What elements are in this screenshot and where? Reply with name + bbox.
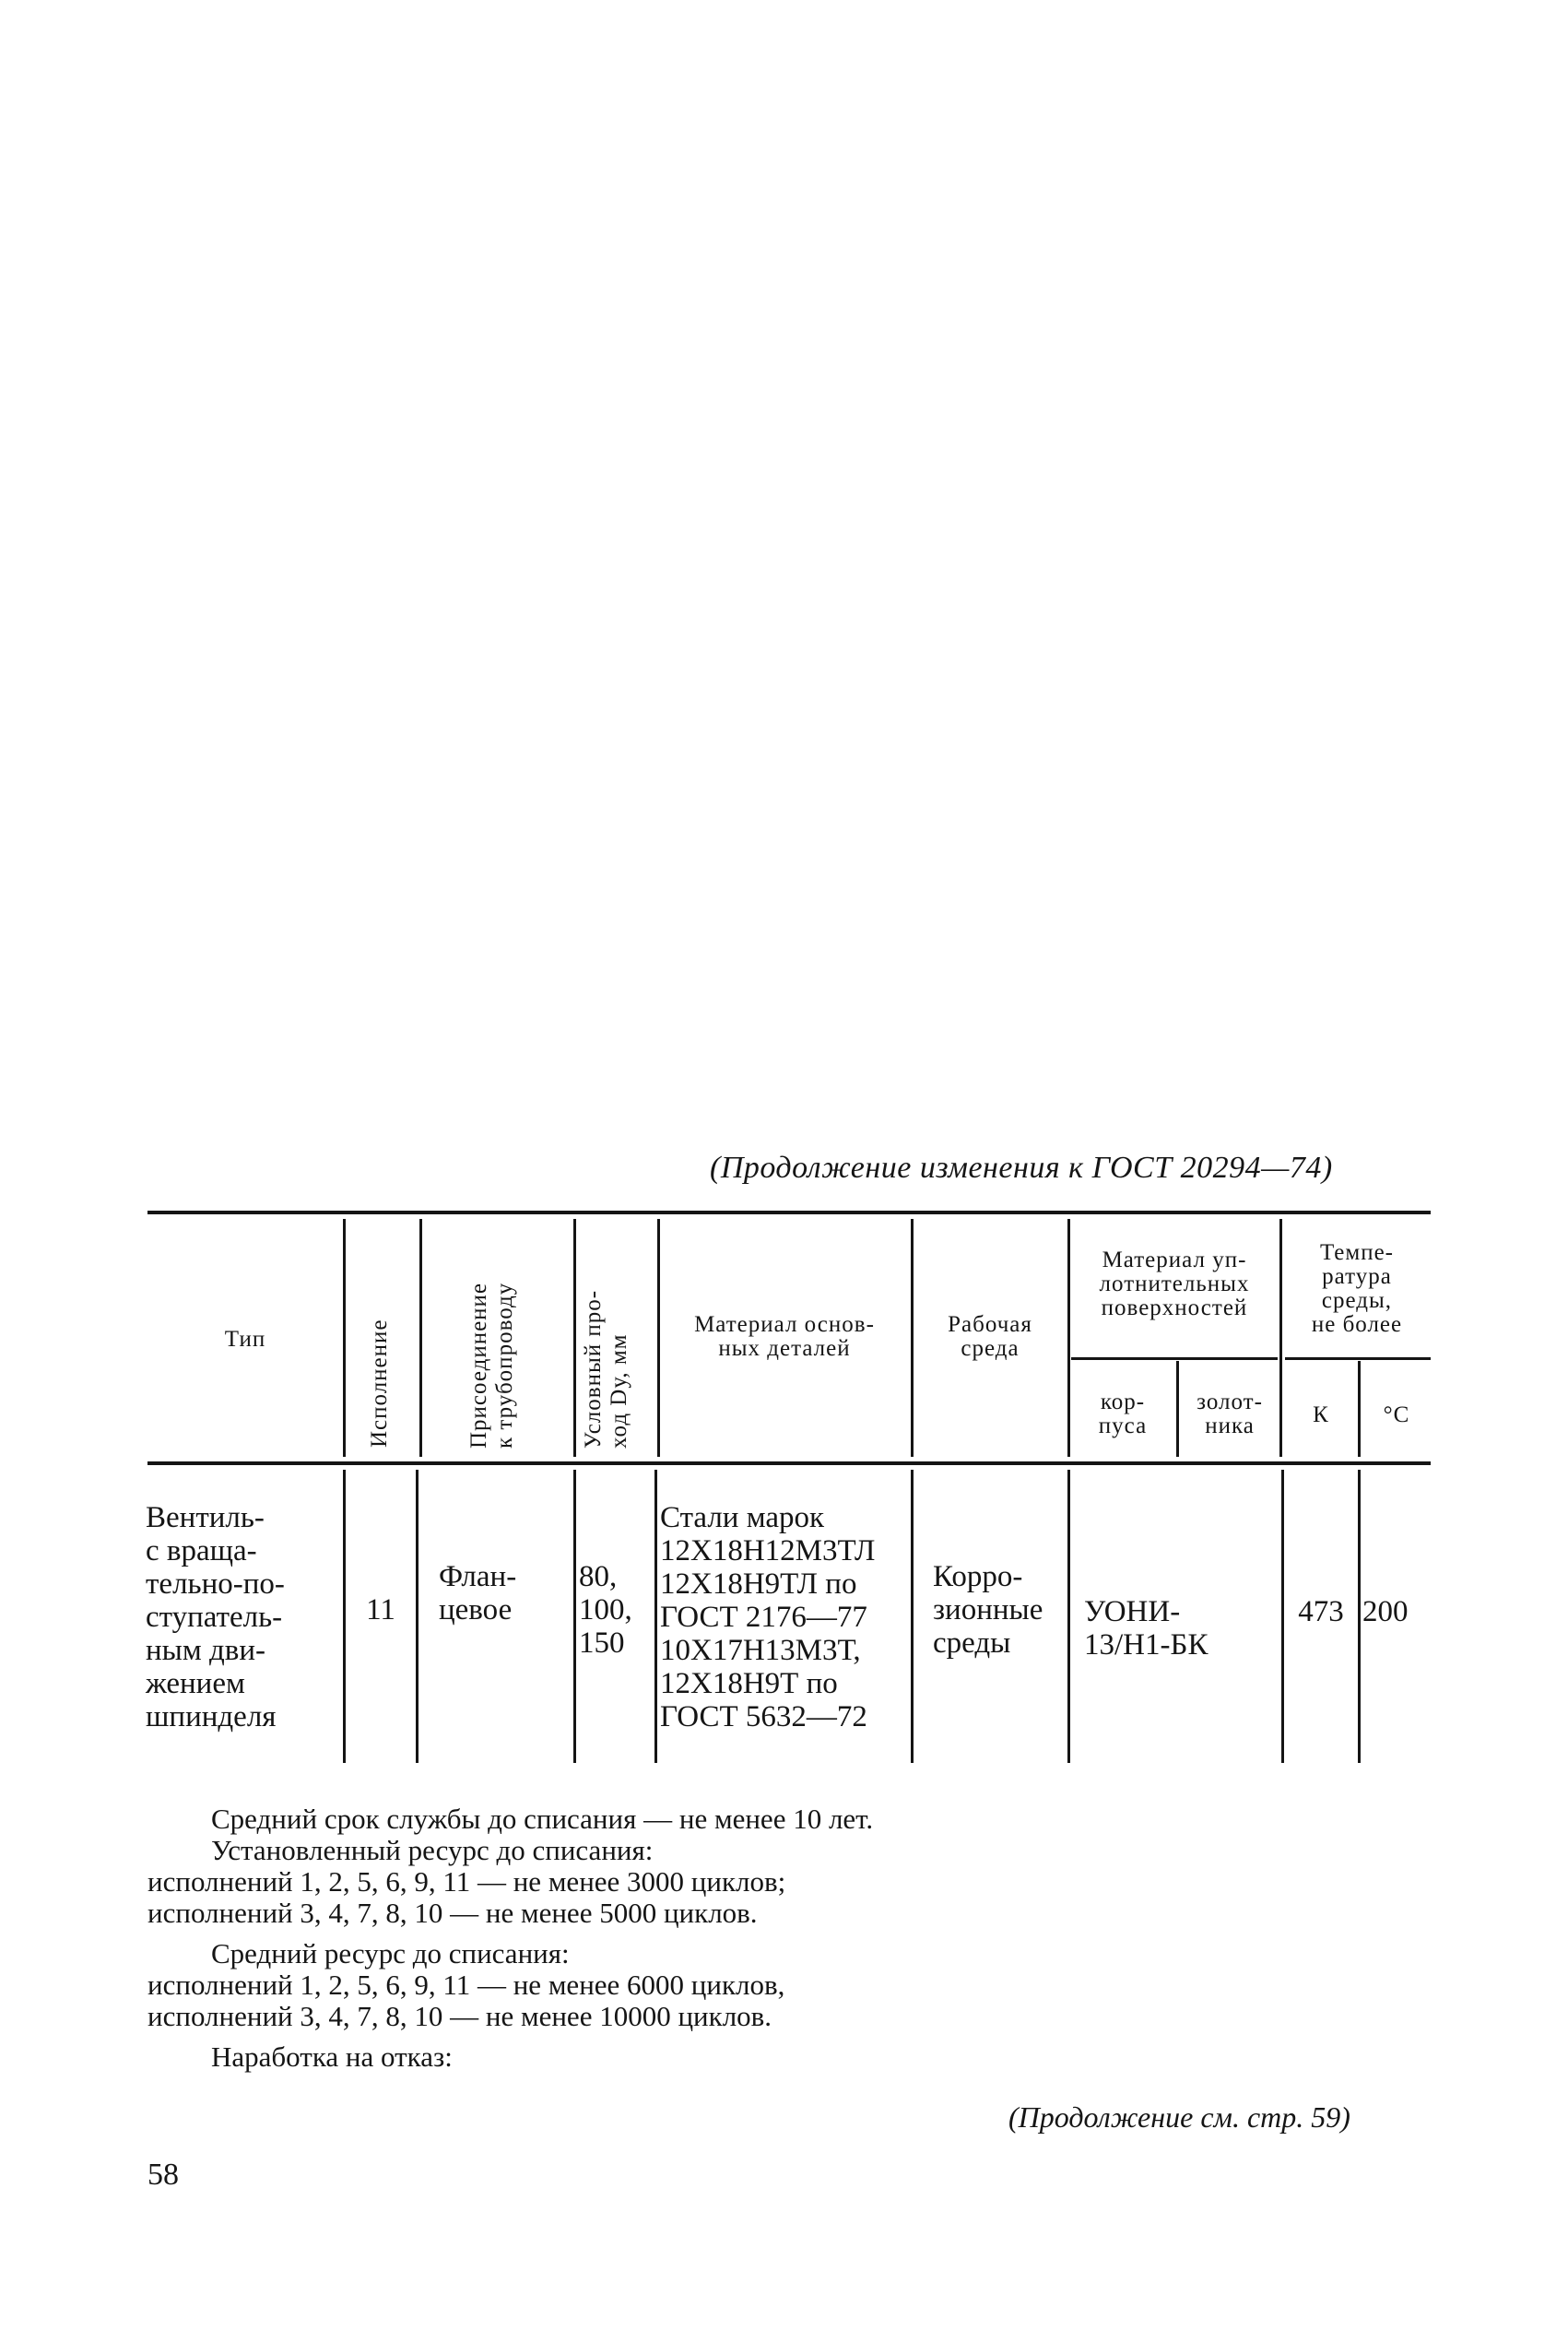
col-divider	[343, 1470, 346, 1763]
col-divider	[1279, 1219, 1282, 1457]
body-line: исполнений 1, 2, 5, 6, 9, 11 — не менее 6000 циклов,	[147, 1969, 785, 2001]
col-divider	[419, 1219, 422, 1457]
col-divider	[1281, 1470, 1284, 1763]
header-nominal-bore: Условный про- ход Dу, мм	[581, 1289, 631, 1449]
header-type: Тип	[224, 1327, 266, 1352]
subheader-rule	[1285, 1357, 1431, 1360]
body-line: исполнений 1, 2, 5, 6, 9, 11 — не менее 3000 циклов;	[147, 1865, 786, 1898]
table-header-bottom-rule	[147, 1461, 1431, 1465]
col-divider	[416, 1470, 419, 1763]
row-execution: 11	[366, 1593, 395, 1626]
row-material: Стали марок 12Х18Н12М3ТЛ 12Х18Н9ТЛ по ГОСТ 2176—77 10Х17Н13М3Т, 12Х18Н9Т по ГОСТ 5632—72	[660, 1501, 876, 1733]
body-line: Средний срок службы до списания — не менее 10 лет.	[211, 1803, 874, 1835]
col-divider	[911, 1219, 914, 1457]
header-execution: Исполнение	[367, 1319, 392, 1448]
header-material: Материал основ- ных деталей	[694, 1312, 875, 1361]
subheader-rule	[1071, 1357, 1278, 1360]
body-line: Установленный ресурс до списания:	[211, 1834, 654, 1866]
col-divider	[343, 1219, 346, 1457]
col-divider	[911, 1470, 914, 1763]
body-line: Наработка на отказ:	[211, 2040, 453, 2073]
table-top-rule	[147, 1211, 1431, 1214]
header-temperature: Темпе- ратура среды, не более	[1311, 1240, 1403, 1337]
col-divider	[1358, 1470, 1361, 1763]
body-line: исполнений 3, 4, 7, 8, 10 — не менее 5000 циклов.	[147, 1897, 758, 1929]
header-seal-material: Материал уп- лотнительных поверхностей	[1099, 1248, 1250, 1320]
header-medium: Рабочая среда	[948, 1312, 1032, 1361]
continuation-footer: (Продолжение см. стр. 59)	[1008, 2100, 1350, 2134]
row-temp-k: 473	[1298, 1595, 1344, 1628]
row-temp-c: 200	[1362, 1595, 1409, 1628]
header-seal-spool: золот- ника	[1197, 1390, 1263, 1438]
col-divider	[573, 1219, 576, 1457]
row-seal: УОНИ- 13/Н1-БК	[1084, 1595, 1208, 1662]
page-number: 58	[147, 2158, 179, 2192]
body-line: исполнений 3, 4, 7, 8, 10 — не менее 10000 циклов.	[147, 2000, 772, 2032]
col-divider	[1358, 1361, 1361, 1457]
col-divider	[573, 1470, 576, 1763]
header-temp-k: К	[1313, 1402, 1329, 1427]
row-type: Вентиль- с враща- тельно-по- ступатель- ным дви- жением шпинделя	[146, 1501, 285, 1733]
row-medium: Корро- зионные среды	[933, 1560, 1043, 1660]
row-nominal-bore: 80, 100, 150	[579, 1560, 632, 1660]
col-divider	[1067, 1470, 1070, 1763]
col-divider	[1067, 1219, 1070, 1457]
col-divider	[654, 1470, 657, 1763]
col-divider	[1176, 1361, 1179, 1457]
body-line: Средний ресурс до списания:	[211, 1937, 570, 1969]
header-temp-c: °С	[1383, 1402, 1410, 1427]
row-connection: Флан- цевое	[439, 1560, 517, 1626]
continuation-header: (Продолжение изменения к ГОСТ 20294—74)	[710, 1151, 1333, 1185]
header-connection: Присоединение к трубопроводу	[466, 1282, 517, 1449]
header-seal-body: кор- пуса	[1098, 1390, 1148, 1438]
